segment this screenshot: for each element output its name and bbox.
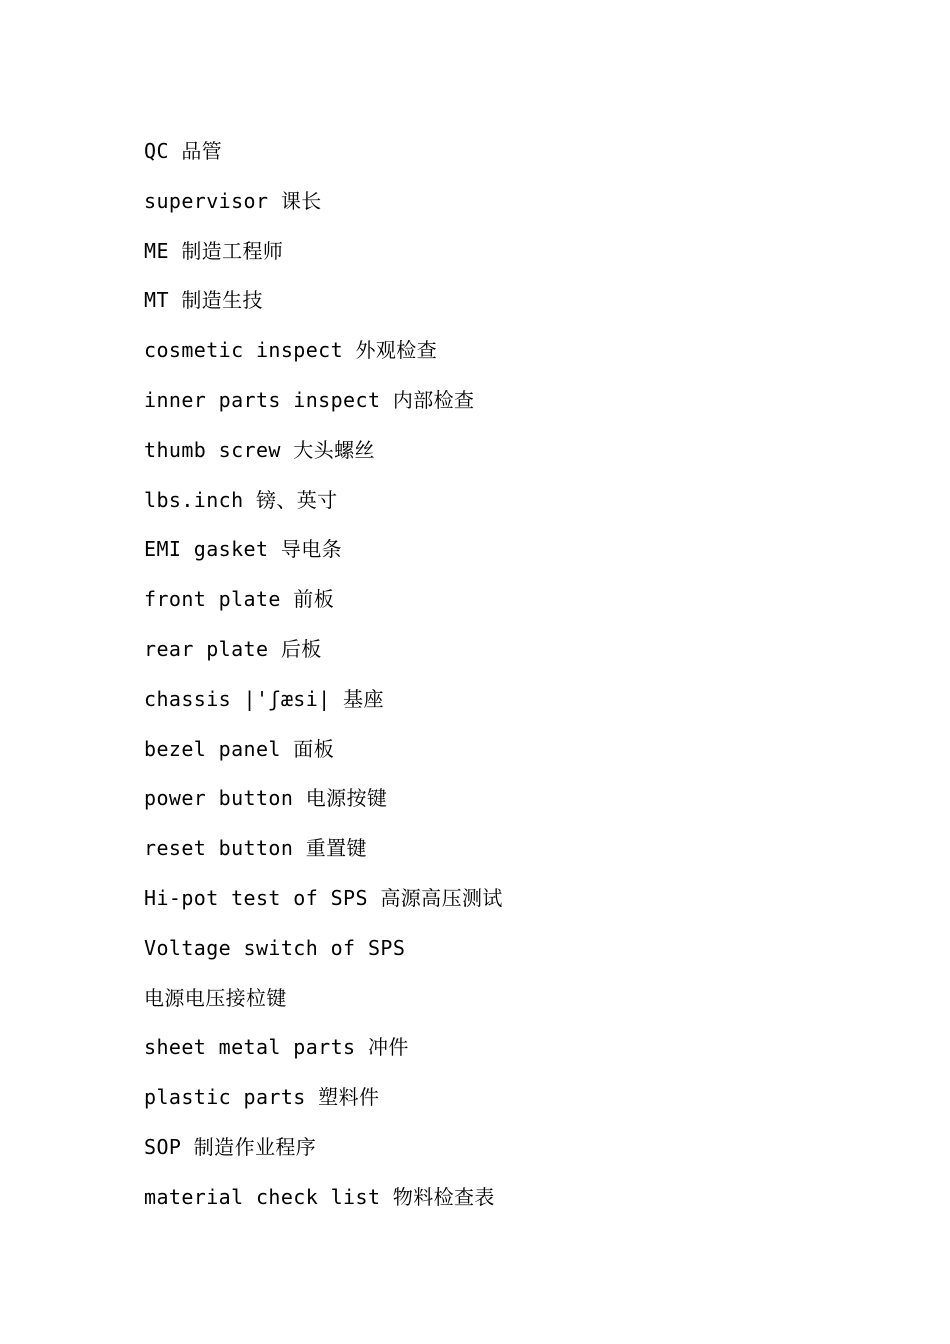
glossary-line: Voltage switch of SPS: [144, 935, 406, 960]
glossary-line: power button 电源按键: [144, 786, 388, 811]
glossary-line: reset button 重置键: [144, 836, 367, 861]
glossary-line: MT 制造生技: [144, 288, 263, 313]
glossary-list: [144, 134, 904, 1230]
glossary-line: lbs.inch 镑、英寸: [144, 487, 338, 512]
glossary-line: 电源电压接柆键: [144, 985, 287, 1010]
glossary-line: QC 品管: [144, 139, 223, 163]
glossary-line: bezel panel 面板: [144, 736, 335, 761]
glossary-line: ME 制造工程师: [144, 238, 284, 263]
glossary-line: plastic parts 塑料件: [144, 1085, 380, 1110]
glossary-line: thumb screw 大头螺丝: [144, 437, 375, 462]
glossary-line: SOP 制造作业程序: [144, 1134, 317, 1159]
glossary-line: supervisor 课长: [144, 188, 322, 213]
glossary-line: chassis |'ʃæsi| 基座: [144, 686, 384, 711]
glossary-line: front plate 前板: [144, 587, 335, 612]
glossary-line: Hi-pot test of SPS 高源高压测试: [144, 885, 503, 910]
glossary-line: sheet metal parts 冲件: [144, 1035, 409, 1060]
glossary-line: material check list 物料检查表: [144, 1184, 495, 1209]
glossary-line: rear plate 后板: [144, 636, 322, 661]
glossary-line: EMI gasket 导电条: [144, 537, 343, 562]
glossary-line: cosmetic inspect 外观检查: [144, 338, 438, 363]
glossary-line: inner parts inspect 内部检查: [144, 387, 475, 412]
